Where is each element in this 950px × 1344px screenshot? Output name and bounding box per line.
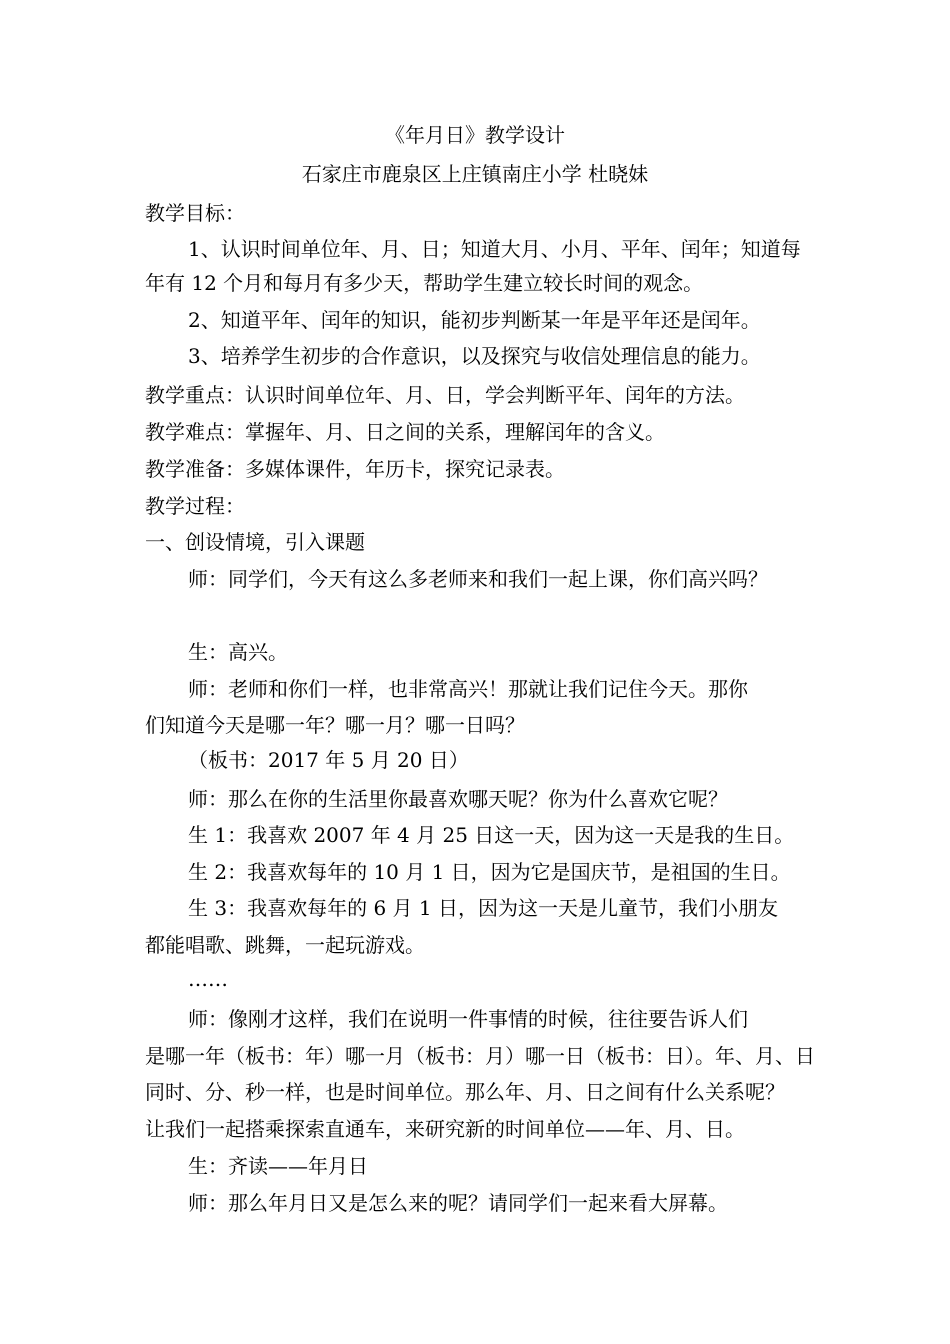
dialogue-line: 都能唱歌、跳舞，一起玩游戏。 bbox=[145, 933, 425, 957]
objective-1-line-2: 年有 12 个月和每月有多少天，帮助学生建立较长时间的观念。 bbox=[145, 271, 704, 295]
dialogue-line: 师：那么在你的生活里你最喜欢哪天呢？你为什么喜欢它呢？ bbox=[188, 787, 728, 811]
section-heading-intro: 一、创设情境，引入课题 bbox=[145, 530, 365, 554]
dialogue-line: 师：那么年月日又是怎么来的呢？请同学们一起来看大屏幕。 bbox=[188, 1191, 728, 1215]
teaching-preparation: 教学准备：多媒体课件，年历卡，探究记录表。 bbox=[145, 457, 565, 481]
section-heading-process: 教学过程： bbox=[145, 494, 245, 518]
dialogue-line: 师：同学们，今天有这么多老师来和我们一起上课，你们高兴吗？ bbox=[188, 567, 768, 591]
dialogue-line: 同时、分、秒一样，也是时间单位。那么年、月、日之间有什么关系呢？ bbox=[145, 1080, 785, 1104]
dialogue-line: 生 1：我喜欢 2007 年 4 月 25 日这一天，因为这一天是我的生日。 bbox=[188, 823, 795, 847]
difficult-points: 教学难点：掌握年、月、日之间的关系，理解闰年的含义。 bbox=[145, 420, 665, 444]
dialogue-line: 让我们一起搭乘探索直通车，来研究新的时间单位——年、月、日。 bbox=[145, 1117, 745, 1141]
dialogue-line: 师：像刚才这样，我们在说明一件事情的时候，往往要告诉人们 bbox=[188, 1007, 748, 1031]
dialogue-line: 生 2：我喜欢每年的 10 月 1 日，因为它是国庆节，是祖国的生日。 bbox=[188, 860, 791, 884]
dialogue-line: 师：老师和你们一样，也非常高兴！那就让我们记住今天。那你 bbox=[188, 677, 748, 701]
objective-1-line-1: 1、认识时间单位年、月、日；知道大月、小月、平年、闰年；知道每 bbox=[188, 237, 801, 261]
objective-2: 2、知道平年、闰年的知识，能初步判断某一年是平年还是闰年。 bbox=[188, 308, 761, 332]
dialogue-line: 生：齐读——年月日 bbox=[188, 1154, 368, 1178]
ellipsis: …… bbox=[188, 967, 228, 991]
section-heading-objectives: 教学目标： bbox=[145, 201, 245, 225]
dialogue-line: 生 3：我喜欢每年的 6 月 1 日，因为这一天是儿童节，我们小朋友 bbox=[188, 896, 778, 920]
objective-3: 3、培养学生初步的合作意识，以及探究与收信处理信息的能力。 bbox=[188, 344, 761, 368]
key-points: 教学重点：认识时间单位年、月、日，学会判断平年、闰年的方法。 bbox=[145, 383, 745, 407]
dialogue-line: 生：高兴。 bbox=[188, 640, 288, 664]
author-line: 石家庄市鹿泉区上庄镇南庄小学 杜晓妹 bbox=[301, 162, 649, 186]
dialogue-line: 们知道今天是哪一年？哪一月？哪一日吗？ bbox=[145, 713, 525, 737]
board-note: （板书：2017 年 5 月 20 日） bbox=[188, 748, 469, 772]
document-title: 《年月日》教学设计 bbox=[385, 123, 565, 147]
dialogue-line: 是哪一年（板书：年）哪一月（板书：月）哪一日（板书：日）。年、月、日 bbox=[145, 1044, 815, 1068]
